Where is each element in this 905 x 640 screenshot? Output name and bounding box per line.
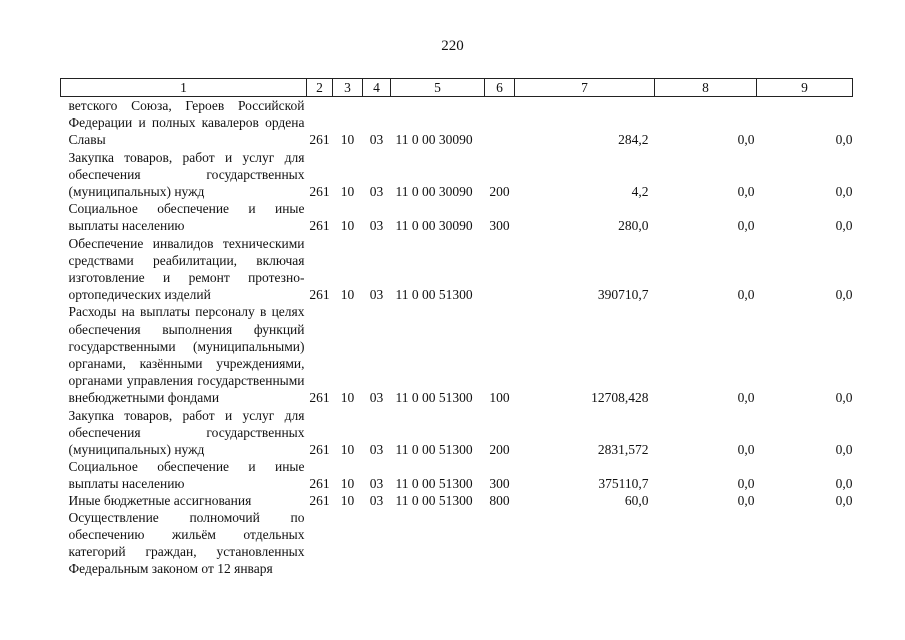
row-col-3: 10 xyxy=(340,476,355,492)
row-col-8: 0,0 xyxy=(737,492,755,508)
row-col-9: 0,0 xyxy=(835,476,853,492)
row-col-4: 03 xyxy=(369,442,384,458)
row-col-3: 10 xyxy=(340,132,355,148)
row-col-9: 0,0 xyxy=(835,218,853,234)
row-col-4: 03 xyxy=(369,287,384,303)
row-col-4: 03 xyxy=(369,184,384,200)
header-col-7: 7 xyxy=(515,79,655,97)
table-row xyxy=(61,509,853,578)
header-row xyxy=(61,79,853,97)
row-col-7: 284,2 xyxy=(618,132,649,148)
row-col-3: 10 xyxy=(340,390,355,406)
row-col-2: 261 xyxy=(309,442,330,458)
budget-table xyxy=(60,78,853,577)
row-col-6 xyxy=(485,235,515,304)
row-col-6: 100 xyxy=(489,390,510,406)
row-col-4: 03 xyxy=(369,492,384,508)
row-col-6 xyxy=(485,97,515,149)
row-col-8: 0,0 xyxy=(737,218,755,234)
row-col-2: 261 xyxy=(309,476,330,492)
row-name: Закупка товаров, работ и услуг для обеспечения государственных (муниципальных) нужд xyxy=(68,149,305,200)
row-col-3: 10 xyxy=(340,287,355,303)
row-col-5: 11 0 00 30090 xyxy=(395,184,473,200)
row-col-6: 300 xyxy=(489,476,510,492)
row-col-6 xyxy=(485,509,515,578)
row-col-9: 0,0 xyxy=(835,442,853,458)
row-col-5: 11 0 00 30090 xyxy=(395,218,473,234)
row-col-5: 11 0 00 30090 xyxy=(395,132,473,148)
row-col-9 xyxy=(757,509,853,578)
row-name: Иные бюджетные ассигнования xyxy=(68,492,252,508)
header-col-2: 2 xyxy=(307,79,333,97)
row-col-8: 0,0 xyxy=(737,390,755,406)
header-col-1: 1 xyxy=(61,79,307,97)
table-row xyxy=(61,407,853,459)
row-col-3: 10 xyxy=(340,442,355,458)
row-col-8: 0,0 xyxy=(737,476,755,492)
row-col-2: 261 xyxy=(309,218,330,234)
header-col-4: 4 xyxy=(363,79,391,97)
row-col-5: 11 0 00 51300 xyxy=(395,476,473,492)
table-body xyxy=(61,97,853,578)
row-col-3: 10 xyxy=(340,492,355,508)
row-col-4: 03 xyxy=(369,476,384,492)
header-col-9: 9 xyxy=(757,79,853,97)
row-col-6: 800 xyxy=(489,492,510,508)
row-col-7: 4,2 xyxy=(631,184,649,200)
row-col-5: 11 0 00 51300 xyxy=(395,287,473,303)
row-col-4: 03 xyxy=(369,218,384,234)
row-col-9: 0,0 xyxy=(835,132,853,148)
row-col-5: 11 0 00 51300 xyxy=(395,442,473,458)
table-row xyxy=(61,458,853,492)
row-col-8: 0,0 xyxy=(737,287,755,303)
row-col-4: 03 xyxy=(369,390,384,406)
row-col-7: 12708,428 xyxy=(591,390,649,406)
header-col-8: 8 xyxy=(655,79,757,97)
row-name: Закупка товаров, работ и услуг для обеспечения государственных (муниципальных) нужд xyxy=(68,407,305,458)
row-col-3 xyxy=(333,509,363,578)
page-number: 220 xyxy=(441,38,464,54)
row-col-7: 375110,7 xyxy=(598,476,649,492)
row-name: Социальное обеспечение и иные выплаты населению xyxy=(68,201,305,234)
header-col-6: 6 xyxy=(485,79,515,97)
row-col-7: 390710,7 xyxy=(597,287,649,303)
row-col-2: 261 xyxy=(309,184,330,200)
row-col-9: 0,0 xyxy=(835,184,853,200)
row-col-6: 300 xyxy=(489,218,510,234)
row-col-3: 10 xyxy=(340,184,355,200)
row-name: Социальное обеспечение и иные выплаты населению xyxy=(68,459,305,492)
row-col-8 xyxy=(655,509,757,578)
row-col-7: 280,0 xyxy=(618,218,649,234)
row-name: ветского Союза, Героев Российской Федерации и полных кавалеров ордена Славы xyxy=(68,98,305,148)
row-name: Расходы на выплаты персоналу в целях обеспечения выполнения функций государственными (муниципальными) органами, казёнными учреждениями, органами управления государственными внебюджетными фондами xyxy=(68,304,305,406)
row-col-8: 0,0 xyxy=(737,442,755,458)
row-col-5: 11 0 00 51300 xyxy=(395,390,473,406)
table-row xyxy=(61,235,853,304)
header-col-5: 5 xyxy=(391,79,485,97)
row-name: Осуществление полномочий по обеспечению жильём отдельных категорий граждан, установленных Федеральным законом от 12 января xyxy=(68,509,305,577)
row-col-4 xyxy=(363,509,391,578)
table-row xyxy=(61,149,853,201)
row-col-2: 261 xyxy=(309,287,330,303)
row-col-2: 261 xyxy=(309,492,330,508)
row-name: Обеспечение инвалидов техническими средствами реабилитации, включая изготовление и ремонт протезно-ортопедических изделий xyxy=(68,235,305,303)
table-row xyxy=(61,97,853,149)
row-col-9: 0,0 xyxy=(835,492,853,508)
row-col-9: 0,0 xyxy=(835,390,853,406)
row-col-9: 0,0 xyxy=(835,287,853,303)
table-header xyxy=(61,79,853,97)
row-col-7: 2831,572 xyxy=(597,442,649,458)
row-col-5 xyxy=(391,509,485,578)
row-col-4: 03 xyxy=(369,132,384,148)
row-col-7: 60,0 xyxy=(624,492,649,508)
row-col-2: 261 xyxy=(309,132,330,148)
row-col-2: 261 xyxy=(309,390,330,406)
row-col-6: 200 xyxy=(489,184,510,200)
row-col-5: 11 0 00 51300 xyxy=(395,492,473,508)
row-col-8: 0,0 xyxy=(737,132,755,148)
row-col-6: 200 xyxy=(489,442,510,458)
row-col-7 xyxy=(515,509,655,578)
table-row xyxy=(61,200,853,234)
row-col-2 xyxy=(307,509,333,578)
table-row xyxy=(61,493,853,509)
row-col-3: 10 xyxy=(340,218,355,234)
header-col-3: 3 xyxy=(333,79,363,97)
table-row xyxy=(61,303,853,406)
row-col-8: 0,0 xyxy=(737,184,755,200)
